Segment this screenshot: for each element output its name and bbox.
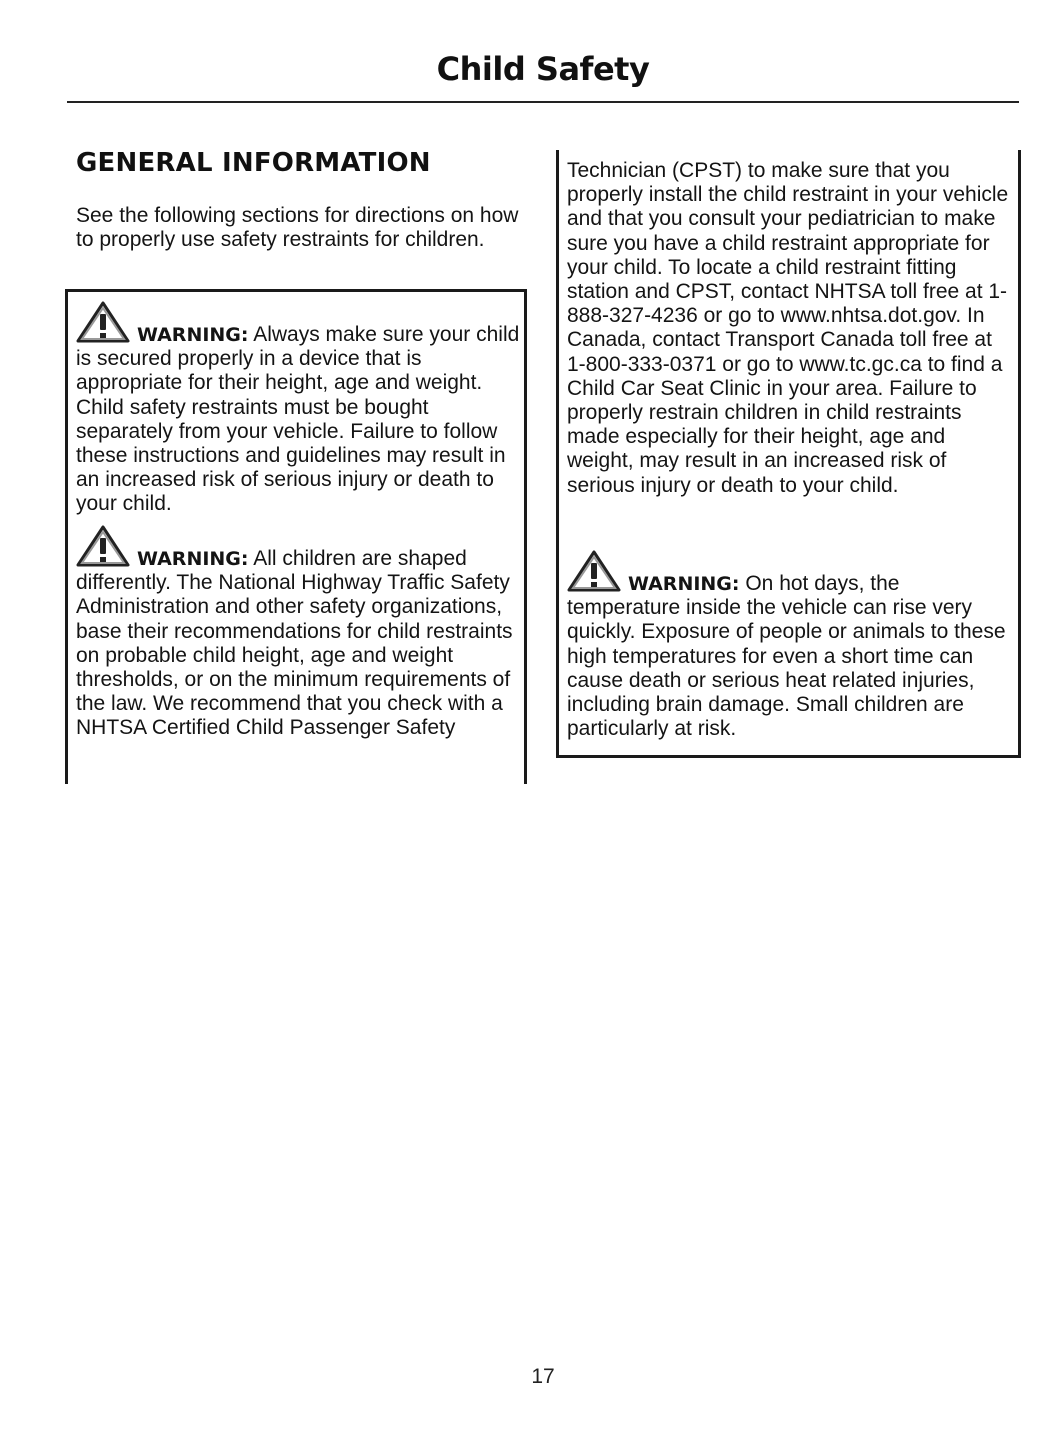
warning-label: WARNING: xyxy=(137,548,249,570)
page-number: 17 xyxy=(531,1365,555,1388)
warning-label: WARNING: xyxy=(137,324,249,346)
page-title: Child Safety xyxy=(436,50,650,88)
warning-paragraph-1 xyxy=(76,300,522,517)
title-divider xyxy=(67,101,1019,103)
warning-text: All children are shaped differently. The National Highway Traffic Safety Administration and other safety organizations, base their recommendations for child restraints on probable child height, age and weight thresholds, or on the minimum requirements of the law. We recommend that you check with a NHTSA Certified Child Passenger Safety xyxy=(76,547,513,740)
intro-paragraph: See the following sections for directions on how to properly use safety restraints for children. xyxy=(76,204,519,252)
warning-paragraph-3 xyxy=(567,549,1013,741)
warning-text: On hot days, the temperature inside the vehicle can rise very quickly. Exposure of people or animals to these high temperatures for even a short time can cause death or serious heat related injuries, including brain damage. Small children are particularly at risk. xyxy=(567,572,1006,741)
warning-text: Always make sure your child is secured properly in a device that is appropriate for their height, age and weight. Child safety restraints must be bought separately from your vehicle. Failure to follow these instructions and guidelines may result in an increased risk of serious injury or death to your child. xyxy=(76,323,520,516)
section-heading: GENERAL INFORMATION xyxy=(76,148,431,178)
warning-label: WARNING: xyxy=(628,573,740,595)
warning-continuation: Technician (CPST) to make sure that you properly install the child restraint in your vehicle and that you consult your pediatrician to make sure you have a child restraint appropriate for your child. To locate a child restraint fitting station and CPST, contact NHTSA toll free at 1-888-327-4236 or go to www.nhtsa.dot.gov. In Canada, contact Transport Canada toll free at 1-800-333-0371 or go to www.tc.gc.ca to find a Child Car Seat Clinic in your area. Failure to properly restrain children in child restraints made especially for their height, age and weight, may result in an increased risk of serious injury or death to your child. xyxy=(567,159,1009,497)
warning-triangle-icon xyxy=(76,524,131,568)
warning-paragraph-2 xyxy=(76,524,522,741)
warning-triangle-icon xyxy=(567,549,622,593)
warning-triangle-icon xyxy=(76,300,131,344)
